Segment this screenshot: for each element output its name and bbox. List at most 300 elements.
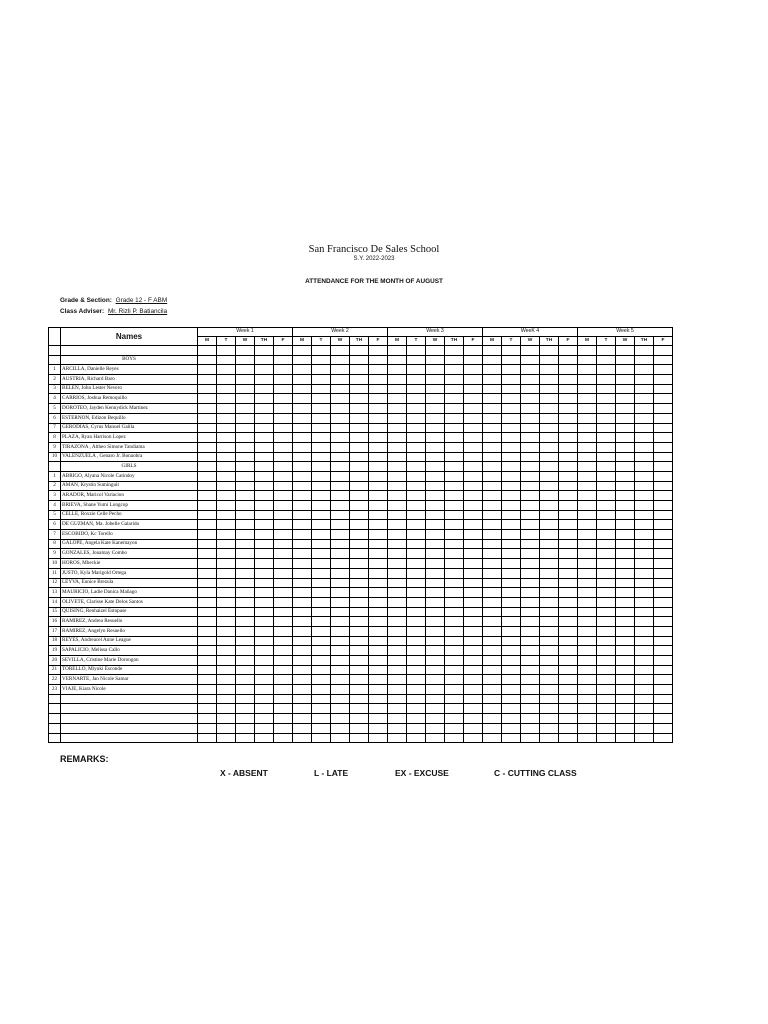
attendance-cell[interactable]	[540, 549, 559, 559]
attendance-cell[interactable]	[350, 665, 369, 675]
attendance-cell[interactable]	[236, 433, 255, 443]
attendance-cell[interactable]	[559, 375, 578, 385]
attendance-cell[interactable]	[236, 665, 255, 675]
attendance-cell[interactable]	[255, 491, 274, 501]
attendance-cell[interactable]	[521, 568, 540, 578]
attendance-cell[interactable]	[521, 588, 540, 598]
attendance-cell[interactable]	[217, 549, 236, 559]
attendance-cell[interactable]	[255, 384, 274, 394]
attendance-cell[interactable]	[616, 491, 635, 501]
attendance-cell[interactable]	[255, 733, 274, 743]
attendance-cell[interactable]	[445, 433, 464, 443]
attendance-cell[interactable]	[426, 694, 445, 704]
attendance-cell[interactable]	[255, 588, 274, 598]
attendance-cell[interactable]	[198, 723, 217, 733]
attendance-cell[interactable]	[540, 733, 559, 743]
attendance-cell[interactable]	[559, 510, 578, 520]
attendance-cell[interactable]	[502, 452, 521, 462]
attendance-cell[interactable]	[255, 704, 274, 714]
attendance-cell[interactable]	[407, 597, 426, 607]
attendance-cell[interactable]	[274, 404, 293, 414]
attendance-cell[interactable]	[445, 375, 464, 385]
attendance-cell[interactable]	[236, 491, 255, 501]
attendance-cell[interactable]	[350, 656, 369, 666]
attendance-cell[interactable]	[217, 355, 236, 365]
attendance-cell[interactable]	[635, 704, 654, 714]
attendance-cell[interactable]	[331, 365, 350, 375]
attendance-cell[interactable]	[407, 665, 426, 675]
attendance-cell[interactable]	[445, 501, 464, 511]
attendance-cell[interactable]	[597, 491, 616, 501]
attendance-cell[interactable]	[616, 578, 635, 588]
attendance-cell[interactable]	[369, 510, 388, 520]
attendance-cell[interactable]	[274, 413, 293, 423]
attendance-cell[interactable]	[540, 394, 559, 404]
attendance-cell[interactable]	[654, 481, 673, 491]
attendance-cell[interactable]	[331, 404, 350, 414]
attendance-cell[interactable]	[312, 481, 331, 491]
attendance-cell[interactable]	[597, 704, 616, 714]
attendance-cell[interactable]	[407, 636, 426, 646]
attendance-cell[interactable]	[236, 685, 255, 695]
attendance-cell[interactable]	[616, 636, 635, 646]
attendance-cell[interactable]	[426, 346, 445, 356]
attendance-cell[interactable]	[293, 365, 312, 375]
attendance-cell[interactable]	[502, 481, 521, 491]
attendance-cell[interactable]	[293, 646, 312, 656]
attendance-cell[interactable]	[293, 694, 312, 704]
attendance-cell[interactable]	[198, 433, 217, 443]
attendance-cell[interactable]	[198, 694, 217, 704]
attendance-cell[interactable]	[521, 685, 540, 695]
attendance-cell[interactable]	[426, 471, 445, 481]
attendance-cell[interactable]	[274, 384, 293, 394]
attendance-cell[interactable]	[483, 501, 502, 511]
attendance-cell[interactable]	[559, 442, 578, 452]
attendance-cell[interactable]	[274, 607, 293, 617]
attendance-cell[interactable]	[293, 413, 312, 423]
attendance-cell[interactable]	[407, 675, 426, 685]
attendance-cell[interactable]	[407, 588, 426, 598]
attendance-cell[interactable]	[350, 384, 369, 394]
attendance-cell[interactable]	[521, 346, 540, 356]
attendance-cell[interactable]	[521, 723, 540, 733]
attendance-cell[interactable]	[597, 549, 616, 559]
attendance-cell[interactable]	[445, 510, 464, 520]
attendance-cell[interactable]	[445, 413, 464, 423]
attendance-cell[interactable]	[274, 733, 293, 743]
attendance-cell[interactable]	[331, 636, 350, 646]
attendance-cell[interactable]	[236, 675, 255, 685]
attendance-cell[interactable]	[236, 394, 255, 404]
attendance-cell[interactable]	[483, 452, 502, 462]
attendance-cell[interactable]	[426, 626, 445, 636]
attendance-cell[interactable]	[312, 646, 331, 656]
attendance-cell[interactable]	[293, 578, 312, 588]
attendance-cell[interactable]	[426, 588, 445, 598]
attendance-cell[interactable]	[369, 617, 388, 627]
attendance-cell[interactable]	[274, 346, 293, 356]
attendance-cell[interactable]	[198, 462, 217, 472]
attendance-cell[interactable]	[255, 617, 274, 627]
attendance-cell[interactable]	[217, 665, 236, 675]
attendance-cell[interactable]	[274, 559, 293, 569]
attendance-cell[interactable]	[293, 462, 312, 472]
attendance-cell[interactable]	[635, 714, 654, 724]
attendance-cell[interactable]	[654, 665, 673, 675]
attendance-cell[interactable]	[540, 442, 559, 452]
attendance-cell[interactable]	[502, 442, 521, 452]
attendance-cell[interactable]	[198, 404, 217, 414]
attendance-cell[interactable]	[464, 607, 483, 617]
attendance-cell[interactable]	[217, 375, 236, 385]
attendance-cell[interactable]	[445, 355, 464, 365]
attendance-cell[interactable]	[483, 646, 502, 656]
attendance-cell[interactable]	[426, 530, 445, 540]
attendance-cell[interactable]	[331, 471, 350, 481]
attendance-cell[interactable]	[445, 452, 464, 462]
attendance-cell[interactable]	[426, 375, 445, 385]
attendance-cell[interactable]	[559, 704, 578, 714]
attendance-cell[interactable]	[350, 617, 369, 627]
attendance-cell[interactable]	[198, 665, 217, 675]
attendance-cell[interactable]	[654, 656, 673, 666]
attendance-cell[interactable]	[350, 452, 369, 462]
attendance-cell[interactable]	[217, 520, 236, 530]
attendance-cell[interactable]	[483, 597, 502, 607]
attendance-cell[interactable]	[217, 462, 236, 472]
attendance-cell[interactable]	[502, 394, 521, 404]
attendance-cell[interactable]	[350, 365, 369, 375]
attendance-cell[interactable]	[293, 355, 312, 365]
attendance-cell[interactable]	[635, 733, 654, 743]
attendance-cell[interactable]	[312, 530, 331, 540]
attendance-cell[interactable]	[388, 346, 407, 356]
attendance-cell[interactable]	[559, 559, 578, 569]
attendance-cell[interactable]	[217, 423, 236, 433]
attendance-cell[interactable]	[236, 384, 255, 394]
attendance-cell[interactable]	[559, 346, 578, 356]
attendance-cell[interactable]	[369, 394, 388, 404]
attendance-cell[interactable]	[426, 501, 445, 511]
attendance-cell[interactable]	[217, 636, 236, 646]
attendance-cell[interactable]	[407, 704, 426, 714]
attendance-cell[interactable]	[616, 346, 635, 356]
attendance-cell[interactable]	[654, 355, 673, 365]
attendance-cell[interactable]	[388, 617, 407, 627]
attendance-cell[interactable]	[331, 491, 350, 501]
attendance-cell[interactable]	[445, 491, 464, 501]
attendance-cell[interactable]	[350, 704, 369, 714]
attendance-cell[interactable]	[540, 481, 559, 491]
attendance-cell[interactable]	[369, 539, 388, 549]
attendance-cell[interactable]	[559, 549, 578, 559]
attendance-cell[interactable]	[217, 694, 236, 704]
attendance-cell[interactable]	[464, 714, 483, 724]
attendance-cell[interactable]	[635, 656, 654, 666]
attendance-cell[interactable]	[559, 501, 578, 511]
attendance-cell[interactable]	[350, 559, 369, 569]
attendance-cell[interactable]	[217, 365, 236, 375]
attendance-cell[interactable]	[635, 694, 654, 704]
attendance-cell[interactable]	[521, 375, 540, 385]
attendance-cell[interactable]	[388, 656, 407, 666]
attendance-cell[interactable]	[198, 491, 217, 501]
attendance-cell[interactable]	[312, 384, 331, 394]
attendance-cell[interactable]	[445, 607, 464, 617]
attendance-cell[interactable]	[388, 384, 407, 394]
attendance-cell[interactable]	[217, 510, 236, 520]
attendance-cell[interactable]	[331, 665, 350, 675]
attendance-cell[interactable]	[445, 539, 464, 549]
attendance-cell[interactable]	[502, 346, 521, 356]
attendance-cell[interactable]	[255, 510, 274, 520]
attendance-cell[interactable]	[350, 578, 369, 588]
attendance-cell[interactable]	[388, 452, 407, 462]
attendance-cell[interactable]	[331, 384, 350, 394]
attendance-cell[interactable]	[635, 607, 654, 617]
attendance-cell[interactable]	[312, 588, 331, 598]
attendance-cell[interactable]	[255, 656, 274, 666]
attendance-cell[interactable]	[217, 346, 236, 356]
attendance-cell[interactable]	[521, 413, 540, 423]
attendance-cell[interactable]	[198, 365, 217, 375]
attendance-cell[interactable]	[331, 520, 350, 530]
attendance-cell[interactable]	[388, 568, 407, 578]
attendance-cell[interactable]	[483, 733, 502, 743]
attendance-cell[interactable]	[217, 413, 236, 423]
attendance-cell[interactable]	[502, 733, 521, 743]
attendance-cell[interactable]	[350, 413, 369, 423]
attendance-cell[interactable]	[597, 355, 616, 365]
attendance-cell[interactable]	[407, 413, 426, 423]
attendance-cell[interactable]	[331, 733, 350, 743]
attendance-cell[interactable]	[578, 568, 597, 578]
attendance-cell[interactable]	[350, 462, 369, 472]
attendance-cell[interactable]	[635, 452, 654, 462]
attendance-cell[interactable]	[293, 675, 312, 685]
attendance-cell[interactable]	[464, 539, 483, 549]
attendance-cell[interactable]	[445, 588, 464, 598]
attendance-cell[interactable]	[274, 481, 293, 491]
attendance-cell[interactable]	[312, 665, 331, 675]
attendance-cell[interactable]	[388, 433, 407, 443]
attendance-cell[interactable]	[578, 442, 597, 452]
attendance-cell[interactable]	[350, 597, 369, 607]
attendance-cell[interactable]	[331, 559, 350, 569]
attendance-cell[interactable]	[521, 714, 540, 724]
attendance-cell[interactable]	[274, 694, 293, 704]
attendance-cell[interactable]	[559, 365, 578, 375]
attendance-cell[interactable]	[426, 442, 445, 452]
attendance-cell[interactable]	[293, 491, 312, 501]
attendance-cell[interactable]	[502, 510, 521, 520]
attendance-cell[interactable]	[274, 704, 293, 714]
attendance-cell[interactable]	[483, 704, 502, 714]
attendance-cell[interactable]	[654, 530, 673, 540]
attendance-cell[interactable]	[502, 539, 521, 549]
attendance-cell[interactable]	[635, 617, 654, 627]
attendance-cell[interactable]	[616, 520, 635, 530]
attendance-cell[interactable]	[578, 549, 597, 559]
attendance-cell[interactable]	[331, 685, 350, 695]
attendance-cell[interactable]	[350, 471, 369, 481]
attendance-cell[interactable]	[597, 685, 616, 695]
attendance-cell[interactable]	[559, 694, 578, 704]
attendance-cell[interactable]	[597, 530, 616, 540]
attendance-cell[interactable]	[407, 530, 426, 540]
attendance-cell[interactable]	[502, 646, 521, 656]
attendance-cell[interactable]	[559, 675, 578, 685]
attendance-cell[interactable]	[255, 539, 274, 549]
attendance-cell[interactable]	[597, 578, 616, 588]
attendance-cell[interactable]	[502, 413, 521, 423]
attendance-cell[interactable]	[654, 384, 673, 394]
attendance-cell[interactable]	[255, 646, 274, 656]
attendance-cell[interactable]	[198, 539, 217, 549]
attendance-cell[interactable]	[616, 733, 635, 743]
attendance-cell[interactable]	[407, 607, 426, 617]
attendance-cell[interactable]	[350, 375, 369, 385]
attendance-cell[interactable]	[654, 462, 673, 472]
attendance-cell[interactable]	[578, 636, 597, 646]
attendance-cell[interactable]	[426, 539, 445, 549]
attendance-cell[interactable]	[369, 375, 388, 385]
attendance-cell[interactable]	[369, 491, 388, 501]
attendance-cell[interactable]	[540, 646, 559, 656]
attendance-cell[interactable]	[521, 733, 540, 743]
attendance-cell[interactable]	[521, 404, 540, 414]
attendance-cell[interactable]	[502, 685, 521, 695]
attendance-cell[interactable]	[388, 355, 407, 365]
attendance-cell[interactable]	[464, 413, 483, 423]
attendance-cell[interactable]	[331, 530, 350, 540]
attendance-cell[interactable]	[445, 617, 464, 627]
attendance-cell[interactable]	[426, 394, 445, 404]
attendance-cell[interactable]	[559, 413, 578, 423]
attendance-cell[interactable]	[312, 704, 331, 714]
attendance-cell[interactable]	[445, 549, 464, 559]
attendance-cell[interactable]	[236, 559, 255, 569]
attendance-cell[interactable]	[293, 665, 312, 675]
attendance-cell[interactable]	[426, 675, 445, 685]
attendance-cell[interactable]	[198, 607, 217, 617]
attendance-cell[interactable]	[616, 452, 635, 462]
attendance-cell[interactable]	[217, 394, 236, 404]
attendance-cell[interactable]	[445, 559, 464, 569]
attendance-cell[interactable]	[616, 675, 635, 685]
attendance-cell[interactable]	[559, 685, 578, 695]
attendance-cell[interactable]	[236, 365, 255, 375]
attendance-cell[interactable]	[369, 723, 388, 733]
attendance-cell[interactable]	[521, 423, 540, 433]
attendance-cell[interactable]	[293, 384, 312, 394]
attendance-cell[interactable]	[654, 714, 673, 724]
attendance-cell[interactable]	[540, 384, 559, 394]
attendance-cell[interactable]	[540, 491, 559, 501]
attendance-cell[interactable]	[483, 394, 502, 404]
attendance-cell[interactable]	[464, 588, 483, 598]
attendance-cell[interactable]	[445, 656, 464, 666]
attendance-cell[interactable]	[445, 471, 464, 481]
attendance-cell[interactable]	[654, 375, 673, 385]
attendance-cell[interactable]	[635, 365, 654, 375]
attendance-cell[interactable]	[274, 578, 293, 588]
attendance-cell[interactable]	[521, 539, 540, 549]
attendance-cell[interactable]	[540, 452, 559, 462]
attendance-cell[interactable]	[559, 636, 578, 646]
attendance-cell[interactable]	[540, 520, 559, 530]
attendance-cell[interactable]	[483, 723, 502, 733]
attendance-cell[interactable]	[217, 404, 236, 414]
attendance-cell[interactable]	[312, 452, 331, 462]
attendance-cell[interactable]	[578, 481, 597, 491]
attendance-cell[interactable]	[483, 675, 502, 685]
attendance-cell[interactable]	[578, 675, 597, 685]
attendance-cell[interactable]	[635, 568, 654, 578]
attendance-cell[interactable]	[426, 413, 445, 423]
attendance-cell[interactable]	[198, 568, 217, 578]
attendance-cell[interactable]	[369, 733, 388, 743]
attendance-cell[interactable]	[483, 588, 502, 598]
attendance-cell[interactable]	[217, 481, 236, 491]
attendance-cell[interactable]	[236, 694, 255, 704]
attendance-cell[interactable]	[274, 375, 293, 385]
attendance-cell[interactable]	[293, 733, 312, 743]
attendance-cell[interactable]	[616, 384, 635, 394]
attendance-cell[interactable]	[502, 549, 521, 559]
attendance-cell[interactable]	[426, 723, 445, 733]
attendance-cell[interactable]	[198, 714, 217, 724]
attendance-cell[interactable]	[217, 530, 236, 540]
attendance-cell[interactable]	[483, 665, 502, 675]
attendance-cell[interactable]	[274, 530, 293, 540]
attendance-cell[interactable]	[407, 442, 426, 452]
attendance-cell[interactable]	[540, 462, 559, 472]
attendance-cell[interactable]	[578, 375, 597, 385]
attendance-cell[interactable]	[635, 685, 654, 695]
attendance-cell[interactable]	[388, 733, 407, 743]
attendance-cell[interactable]	[426, 607, 445, 617]
attendance-cell[interactable]	[274, 656, 293, 666]
attendance-cell[interactable]	[654, 452, 673, 462]
attendance-cell[interactable]	[293, 481, 312, 491]
attendance-cell[interactable]	[464, 355, 483, 365]
attendance-cell[interactable]	[369, 452, 388, 462]
attendance-cell[interactable]	[616, 413, 635, 423]
attendance-cell[interactable]	[616, 646, 635, 656]
attendance-cell[interactable]	[635, 384, 654, 394]
attendance-cell[interactable]	[616, 714, 635, 724]
attendance-cell[interactable]	[369, 423, 388, 433]
attendance-cell[interactable]	[274, 568, 293, 578]
attendance-cell[interactable]	[312, 597, 331, 607]
attendance-cell[interactable]	[635, 423, 654, 433]
attendance-cell[interactable]	[331, 433, 350, 443]
attendance-cell[interactable]	[559, 423, 578, 433]
attendance-cell[interactable]	[445, 520, 464, 530]
attendance-cell[interactable]	[236, 723, 255, 733]
attendance-cell[interactable]	[616, 375, 635, 385]
attendance-cell[interactable]	[464, 568, 483, 578]
attendance-cell[interactable]	[483, 636, 502, 646]
attendance-cell[interactable]	[369, 588, 388, 598]
attendance-cell[interactable]	[198, 375, 217, 385]
attendance-cell[interactable]	[255, 549, 274, 559]
attendance-cell[interactable]	[540, 530, 559, 540]
attendance-cell[interactable]	[445, 365, 464, 375]
attendance-cell[interactable]	[198, 578, 217, 588]
